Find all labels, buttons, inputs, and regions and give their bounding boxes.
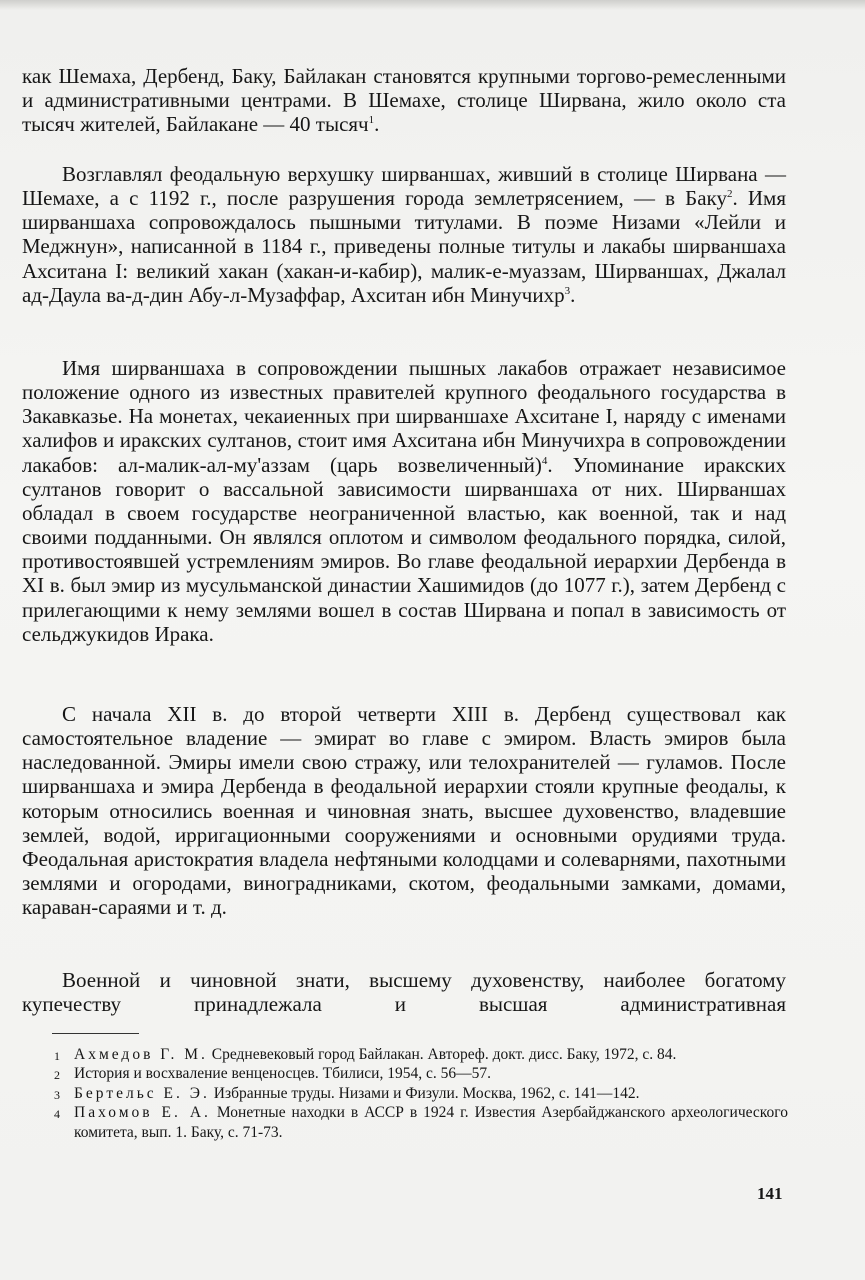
footnote-author: Пахомов Е. А. <box>74 1104 211 1122</box>
paragraph-4-text: С начала XII в. до второй четверти XIII в. Дербенд существовал как самостоятельное владение — эмират во главе с эмиром. Власть эмиров была наследованной. Эмиры имели свою стражу, или телохранителей — гуламов. После ширваншаха и эмира Дербенда в феодальной иерархии стояли крупные феодалы, к которым относились военная и чиновная знать, высшее духовенство, владевшие землей, водой, ирригационными сооружениями и основными орудиями труда. Феодальная аристократия владела нефтяными колодцами и солеварнями, пахотными землями и огородами, виноградниками, скотом, феодальными замками, домами, караван-сараями и т. д. <box>22 702 786 920</box>
footnote-number: 3 <box>54 1087 60 1102</box>
main-text <box>22 64 786 136</box>
footnote-text: Средневековый город Байлакан. Автореф. докт. дисс. Баку, 1972, с. 84. <box>207 1046 677 1063</box>
paragraph-1: как Шемаха, Дербенд, Баку, Байлакан становятся крупными торгово-ремесленными и административными центрами. В Шемахе, столице Ширвана, жило около ста тысяч жителей, Байлакане — 40 тысяч$^1$. <box>22 64 786 137</box>
footnote-text: Монетные находки в АССР в 1924 г. Известия Азербайджанского археологического комитета, вып. 1. Баку, с. 71-73. <box>74 1104 788 1141</box>
footnote-divider <box>52 1033 139 1034</box>
paragraph-3-text-a: Имя ширваншаха в сопровождении пышных лакабов отражает независимое положение одного из известных правителей крупного феодального государства в Закавказье. На монетах, чекаиенных при ширваншахе Ахситане I, наряду с именами халифов и иракских султанов, стоит имя Ахситана ибн Минучихра в сопровождении лакабов: ал-малик-ал-му'аззам (царь возвеличенный) <box>22 356 786 477</box>
paragraph-3-text-b: . Упоминание иракских султанов говорит о вассальной зависимости ширваншаха от них. Ширваншах обладал в своем государстве неограниченной властью, как военной, так и над своими подданными. Он являлся оплотом и символом феодального порядка, силой, противостоявшей устремлениям эмиров. Во главе феодальной иерархии Дербенда в XI в. был эмир из мусульманской династии Хашимидов (до 1077 г.), затем Дербенд с прилегающими к нему землями вошел в состав Ширвана и попал в зависимость от сельджукидов Ирака. <box>22 452 786 646</box>
main-text-4 <box>22 702 786 919</box>
footnote-number: 1 <box>54 1049 60 1063</box>
paragraph-4 <box>22 702 786 919</box>
main-text-3 <box>22 356 786 646</box>
paragraph-3 <box>22 356 786 646</box>
paragraph-2-text-b: . Имя ширваншаха сопровождалось пышными титулами. В поэме Низами «Лейли и Меджнун», написанной в 1184 г., приведены полные титулы и лакабы ширваншаха Ахситана I: великий хакан (хакан-и-кабир), малик-е-муаззам, Ширваншах, Джалал ад-Даула ва-д-дин Абу-л-Музаффар, Ахситан ибн Минучихр <box>22 186 786 307</box>
footnote-3 <box>52 1084 788 1103</box>
paragraph-2 <box>22 162 786 307</box>
footnote-number: 4 <box>54 1107 60 1122</box>
footnote-2 <box>52 1064 788 1083</box>
page-number: 141 <box>757 1184 783 1203</box>
footnote-1 <box>52 1045 788 1064</box>
footnotes <box>52 1045 788 1142</box>
main-text-2 <box>22 162 786 307</box>
main-text-5 <box>22 968 786 1016</box>
footnote-author: Ахмедов Г. М. <box>74 1046 208 1063</box>
footnote-number: 2 <box>54 1068 60 1083</box>
paragraph-1-text: как Шемаха, Дербенд, Баку, Байлакан становятся крупными торгово-ремесленными и административными центрами. В Шемахе, столице Ширвана, жило около ста тысяч жителей, Байлакане — 40 тысяч <box>22 64 786 137</box>
footnote-ref-2: 2 <box>726 188 733 201</box>
footnote-text: Избранные труды. Низами и Физули. Москва, 1962, с. 141—142. <box>209 1084 640 1102</box>
paragraph-2-text-c: . <box>570 282 576 307</box>
footnote-ref-3: 3 <box>564 284 571 297</box>
footnote-text: История и восхваление венценосцев. Тбилиси, 1954, с. 56—57. <box>74 1065 491 1083</box>
paragraph-5-text: Военной и чиновной знати, высшему духовенству, наиболее богатому купечеству принадлежала и высшая административная <box>22 968 786 1017</box>
paragraph-5 <box>22 968 786 1016</box>
footnote-ref-4: 4 <box>541 454 548 467</box>
footnote-4 <box>52 1103 788 1142</box>
footnote-author: Бертельс Е. Э. <box>74 1084 210 1102</box>
paragraph-2-text-a: Возглавлял феодальную верхушку ширваншах, живший в столице Ширвана — Шемахе, а с 1192 г., после разрушения города землетрясением, — в Баку <box>22 162 786 211</box>
footnote-ref-1: 1 <box>368 114 375 127</box>
scan-edge <box>0 0 865 10</box>
